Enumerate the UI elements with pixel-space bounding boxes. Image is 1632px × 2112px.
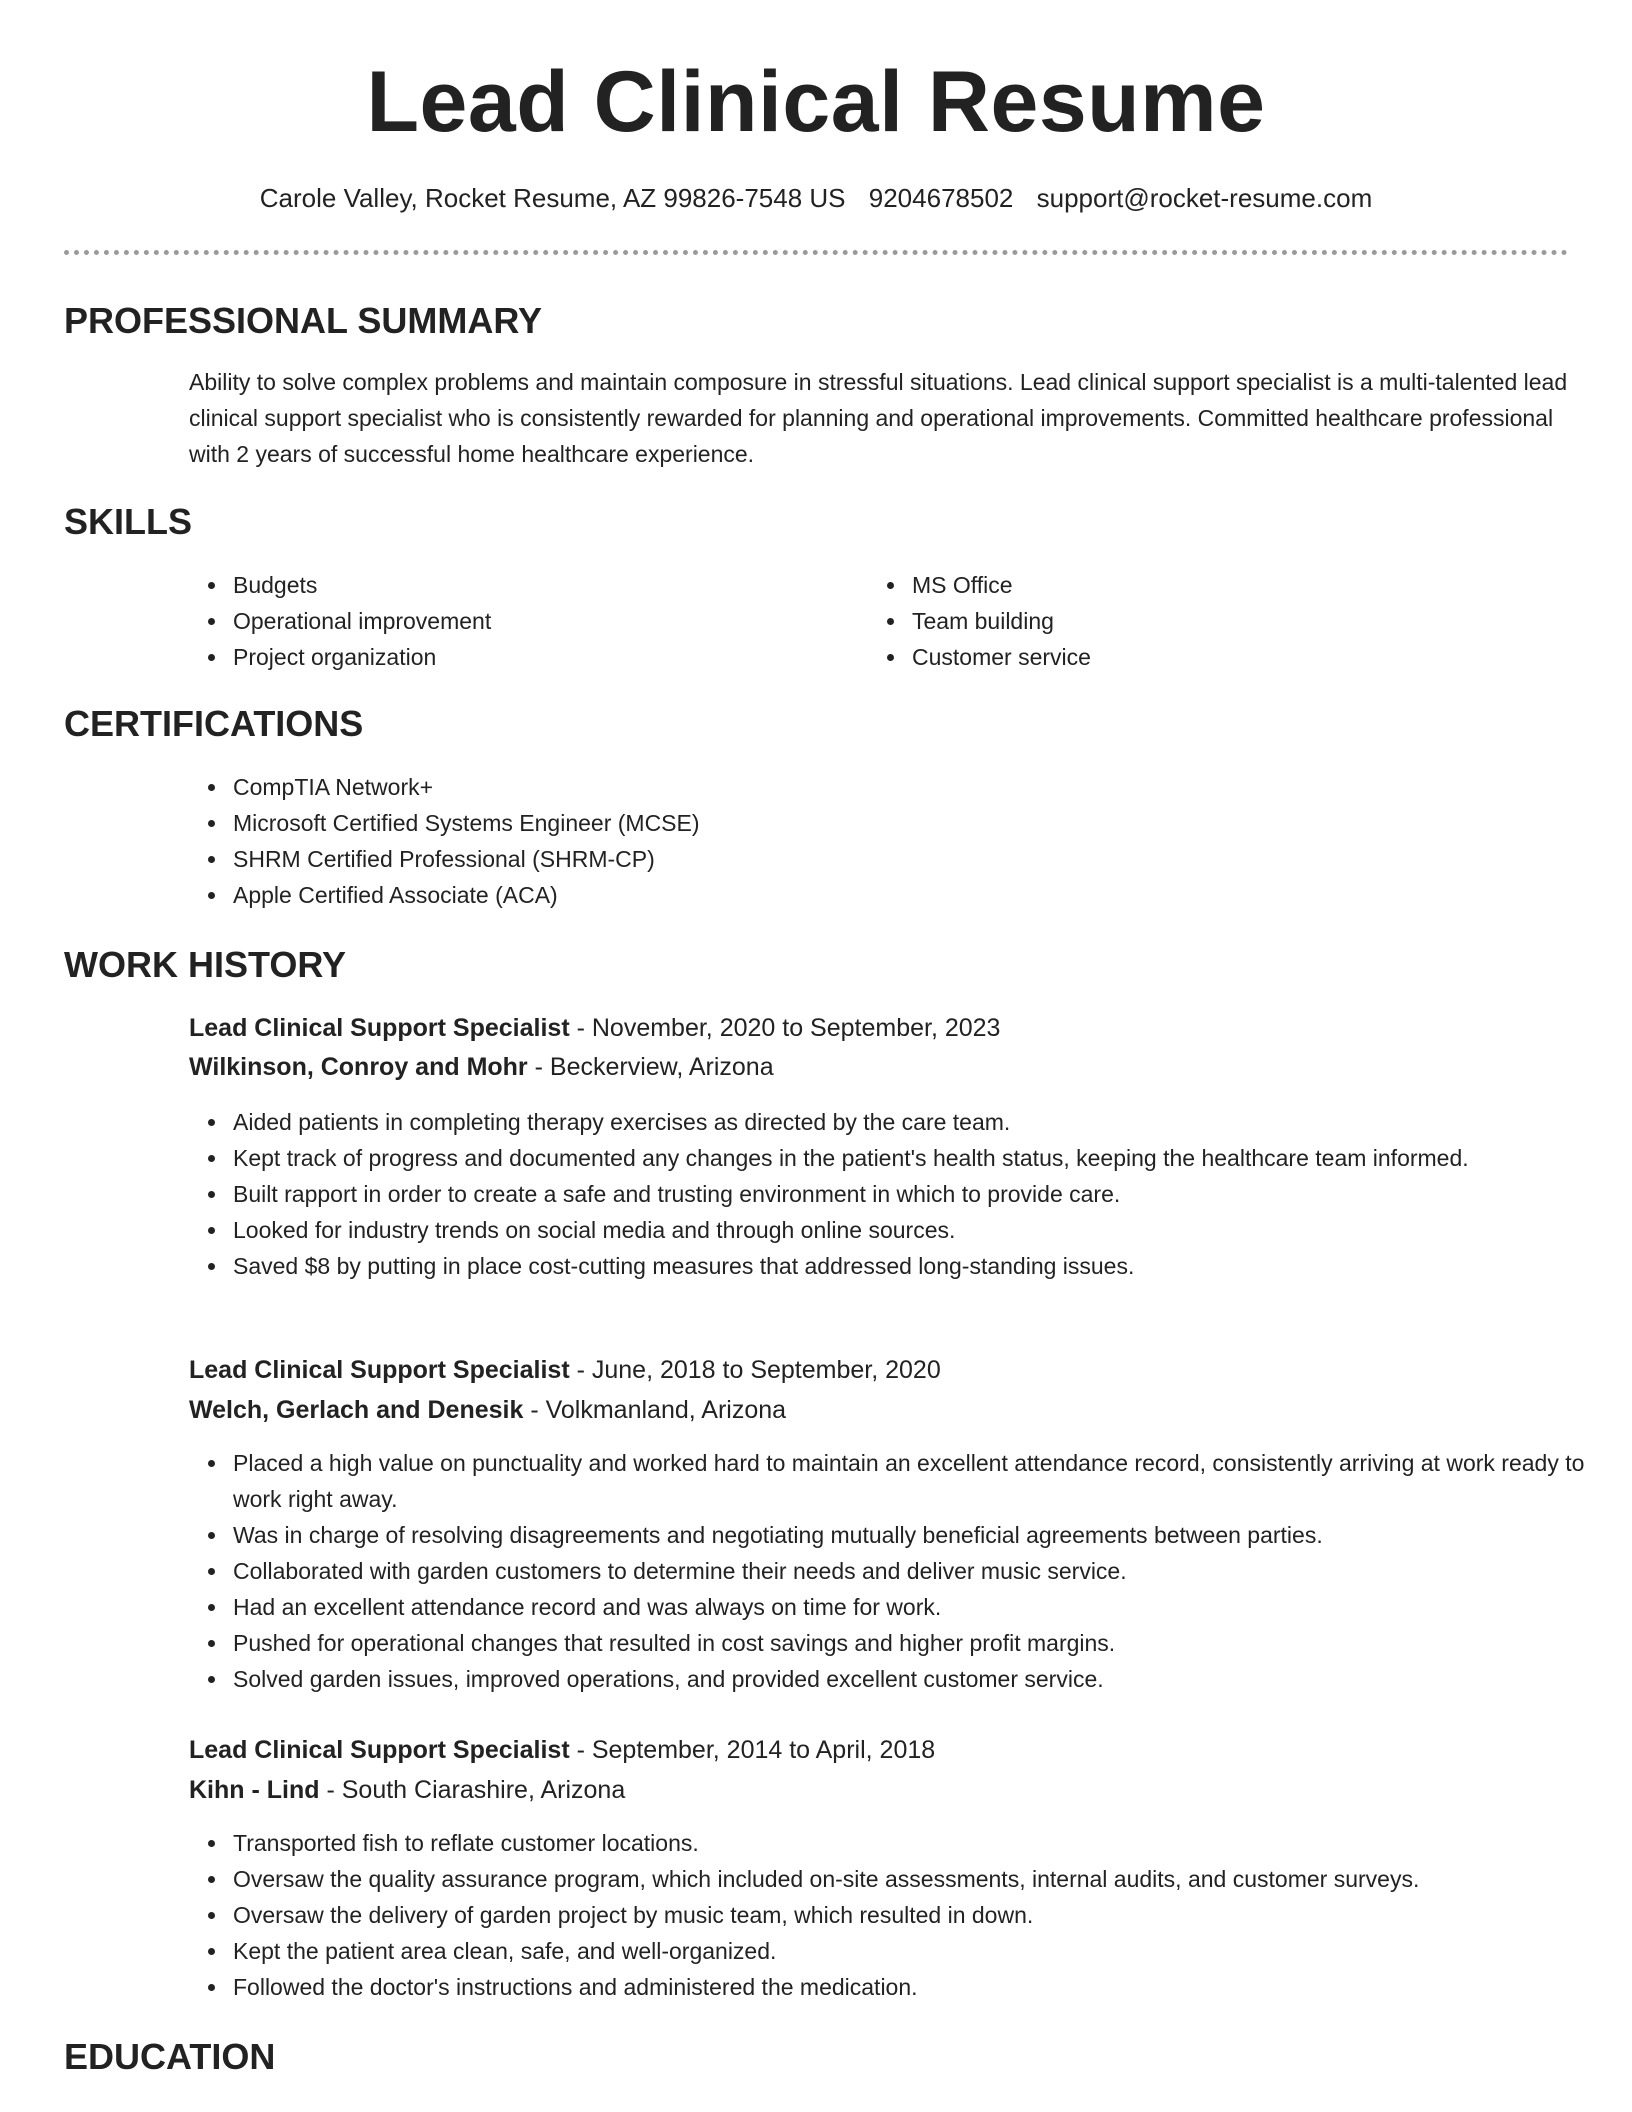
skill-item: Project organization bbox=[233, 639, 853, 675]
skill-item: MS Office bbox=[912, 567, 1532, 603]
job-bullet: Kept track of progress and documented any changes in the patient's health status, keeping the healthcare team informed. bbox=[233, 1140, 1533, 1176]
job-company-line bbox=[189, 1771, 625, 1809]
summary-heading: PROFESSIONAL SUMMARY bbox=[64, 300, 543, 341]
job-bullet: Built rapport in order to create a safe and trusting environment in which to provide care. bbox=[233, 1176, 1533, 1212]
job-bullets bbox=[189, 1104, 1533, 1284]
contact-phone: 9204678502 bbox=[868, 183, 1014, 213]
job-company-line bbox=[189, 1391, 786, 1429]
job-title: Lead Clinical Support Specialist bbox=[189, 1014, 570, 1042]
skills-list-left bbox=[189, 567, 853, 675]
job-bullet: Placed a high value on punctuality and worked hard to maintain an excellent attendance record, consistently arriving at work ready to work right away. bbox=[233, 1445, 1613, 1517]
job-bullet: Solved garden issues, improved operations, and provided excellent customer service. bbox=[233, 1661, 1613, 1697]
job-title: Lead Clinical Support Specialist bbox=[189, 1736, 570, 1764]
job-title-line bbox=[189, 1731, 935, 1769]
job-company-line bbox=[189, 1048, 774, 1086]
certification-item: Apple Certified Associate (ACA) bbox=[233, 877, 1533, 913]
job-bullet: Aided patients in completing therapy exercises as directed by the care team. bbox=[233, 1104, 1533, 1140]
certification-item: CompTIA Network+ bbox=[233, 769, 1533, 805]
summary-text: Ability to solve complex problems and maintain composure in stressful situations. Lead clinical support specialist is a multi-talented lead clinical support specialist who is consistently rewarded for planning and operational improvements. Committed healthcare professional with 2 years of successful home healthcare experience. bbox=[189, 369, 1568, 467]
job-bullet: Oversaw the delivery of garden project by music team, which resulted in down. bbox=[233, 1897, 1613, 1933]
job-bullets bbox=[189, 1825, 1613, 2005]
job-bullets bbox=[189, 1445, 1613, 1697]
job-bullet: Collaborated with garden customers to determine their needs and deliver music service. bbox=[233, 1553, 1613, 1589]
certifications-heading: CERTIFICATIONS bbox=[64, 703, 364, 744]
contact-address: Carole Valley, Rocket Resume, AZ 99826-7548 US bbox=[259, 183, 846, 213]
certification-item: SHRM Certified Professional (SHRM-CP) bbox=[233, 841, 1533, 877]
job-bullet: Looked for industry trends on social media and through online sources. bbox=[233, 1212, 1533, 1248]
job-location: - South Ciarashire, Arizona bbox=[319, 1776, 626, 1804]
job-company: Welch, Gerlach and Denesik bbox=[189, 1396, 524, 1424]
skill-item: Team building bbox=[912, 603, 1532, 639]
certifications-list bbox=[189, 769, 1533, 913]
job-bullet: Oversaw the quality assurance program, which included on-site assessments, internal audits, and customer surveys. bbox=[233, 1861, 1613, 1897]
job-bullet: Followed the doctor's instructions and administered the medication. bbox=[233, 1969, 1613, 2005]
job-title-line bbox=[189, 1351, 941, 1389]
resume-title: Lead Clinical Resume bbox=[366, 54, 1266, 150]
skill-item: Customer service bbox=[912, 639, 1532, 675]
job-dates: - September, 2014 to April, 2018 bbox=[569, 1736, 936, 1764]
job-location: - Volkmanland, Arizona bbox=[523, 1396, 787, 1424]
job-location: - Beckerview, Arizona bbox=[527, 1053, 774, 1081]
job-bullet: Pushed for operational changes that resulted in cost savings and higher profit margins. bbox=[233, 1625, 1613, 1661]
skill-item: Operational improvement bbox=[233, 603, 853, 639]
job-bullet: Transported fish to reflate customer locations. bbox=[233, 1825, 1613, 1861]
contact-email: support@rocket-resume.com bbox=[1036, 183, 1373, 213]
job-company: Kihn - Lind bbox=[189, 1776, 320, 1804]
skills-list-right bbox=[868, 567, 1532, 675]
contact-line bbox=[0, 180, 1632, 216]
education-heading: EDUCATION bbox=[64, 2036, 276, 2077]
job-dates: - June, 2018 to September, 2020 bbox=[569, 1356, 941, 1384]
job-title-line bbox=[189, 1009, 1000, 1047]
work-history-heading: WORK HISTORY bbox=[64, 944, 347, 985]
job-bullet: Saved $8 by putting in place cost-cutting measures that addressed long-standing issues. bbox=[233, 1248, 1533, 1284]
job-bullet: Kept the patient area clean, safe, and well-organized. bbox=[233, 1933, 1613, 1969]
skill-item: Budgets bbox=[233, 567, 853, 603]
job-company: Wilkinson, Conroy and Mohr bbox=[189, 1053, 528, 1081]
job-bullet: Had an excellent attendance record and was always on time for work. bbox=[233, 1589, 1613, 1625]
skills-heading: SKILLS bbox=[64, 501, 193, 542]
job-title: Lead Clinical Support Specialist bbox=[189, 1356, 570, 1384]
certification-item: Microsoft Certified Systems Engineer (MCSE) bbox=[233, 805, 1533, 841]
header-divider bbox=[64, 250, 1568, 255]
job-dates: - November, 2020 to September, 2023 bbox=[569, 1014, 1001, 1042]
job-bullet: Was in charge of resolving disagreements and negotiating mutually beneficial agreements between parties. bbox=[233, 1517, 1613, 1553]
